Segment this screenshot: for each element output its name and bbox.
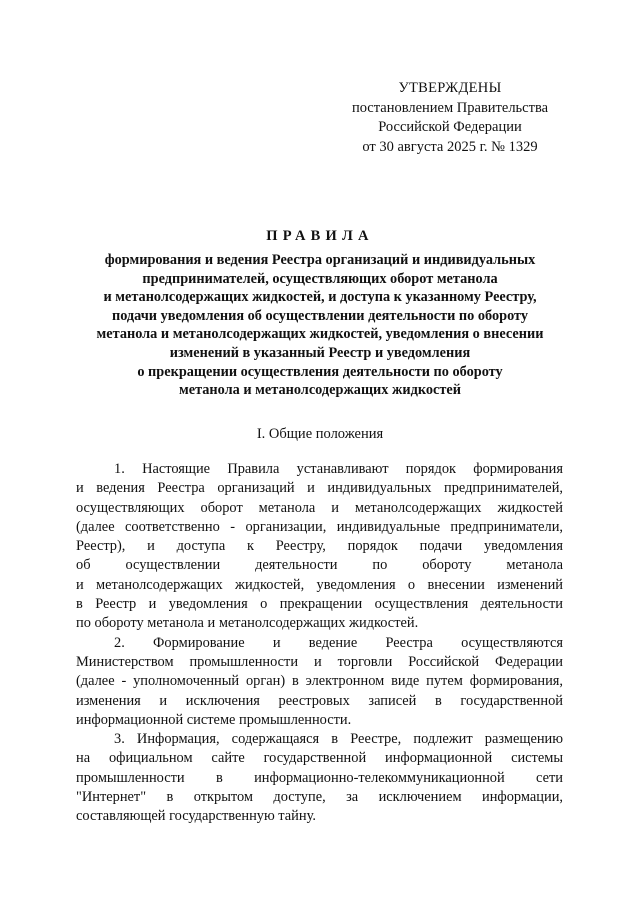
paragraph-line: и ведения Реестра организаций и индивидуальных предпринимателей, bbox=[76, 480, 563, 497]
paragraph-line: (далее соответственно - организации, индивидуальные предприниматели, bbox=[76, 518, 563, 535]
paragraph-3 bbox=[76, 730, 563, 826]
subtitle-line: о прекращении осуществления деятельности по обороту bbox=[137, 363, 503, 380]
subtitle-line: подачи уведомления об осуществлении деятельности по обороту bbox=[111, 307, 529, 324]
paragraph-1 bbox=[76, 460, 563, 634]
subtitle-line: метанола и метанолсодержащих жидкостей, уведомления о внесении bbox=[96, 326, 544, 343]
document-title: ПРАВИЛА bbox=[266, 228, 374, 244]
paragraph-line: изменения и исключения реестровых записей в государственной bbox=[76, 692, 563, 709]
paragraph-line: информационной системе промышленности. bbox=[76, 711, 352, 728]
paragraph-line: 2. Формирование и ведение Реестра осуществляются bbox=[114, 634, 563, 651]
subtitle-line: и метанолсодержащих жидкостей, и доступа к указанному Реестру, bbox=[103, 289, 537, 306]
paragraph-line: промышленности в информационно-телекоммуникационной сети bbox=[76, 769, 563, 786]
subtitle-line: изменений в указанный Реестр и уведомления bbox=[169, 344, 471, 361]
paragraph-line: об осуществлении деятельности по обороту метанола bbox=[76, 557, 563, 574]
paragraph-line: по обороту метанола и метанолсодержащих жидкостей. bbox=[76, 615, 419, 632]
paragraph-2 bbox=[76, 634, 563, 730]
paragraph-line: и метанолсодержащих жидкостей, уведомления о внесении изменений bbox=[76, 576, 563, 593]
paragraph-line: 3. Информация, содержащаяся в Реестре, подлежит размещению bbox=[114, 731, 563, 748]
subtitle-line: формирования и ведения Реестра организаций и индивидуальных bbox=[104, 252, 536, 268]
paragraph-line: составляющей государственную тайну. bbox=[76, 808, 316, 825]
approval-line: Российской Федерации bbox=[378, 119, 522, 135]
paragraph-line: осуществляющих оборот метанола и метанолсодержащих жидкостей bbox=[76, 499, 563, 516]
document-body bbox=[76, 460, 563, 827]
paragraph-line: "Интернет" в открытом доступе, за исключением информации, bbox=[76, 789, 563, 806]
approval-stamp bbox=[330, 79, 570, 157]
paragraph-line: Реестр), и доступа к Реестру, порядок подачи уведомления bbox=[76, 538, 563, 555]
paragraph-line: 1. Настоящие Правила устанавливают порядок формирования bbox=[114, 461, 563, 477]
paragraph-line: на официальном сайте государственной информационной системы bbox=[76, 750, 563, 767]
approval-line: от 30 августа 2025 г. № 1329 bbox=[362, 138, 538, 155]
document-subtitle bbox=[60, 251, 580, 400]
subtitle-line: предпринимателей, осуществляющих оборот метанола bbox=[142, 270, 498, 287]
approval-heading: УТВЕРЖДЕНЫ bbox=[398, 80, 502, 96]
approval-line: постановлением Правительства bbox=[351, 99, 549, 116]
paragraph-line: Министерством промышленности и торговли Российской Федерации bbox=[76, 653, 563, 670]
paragraph-line: в Реестр и уведомления о прекращении осуществления деятельности bbox=[76, 596, 563, 613]
section-heading: I. Общие положения bbox=[256, 426, 384, 442]
paragraph-line: (далее - уполномоченный орган) в электронном виде путем формирования, bbox=[76, 673, 563, 690]
subtitle-line: метанола и метанолсодержащих жидкостей bbox=[179, 382, 461, 399]
